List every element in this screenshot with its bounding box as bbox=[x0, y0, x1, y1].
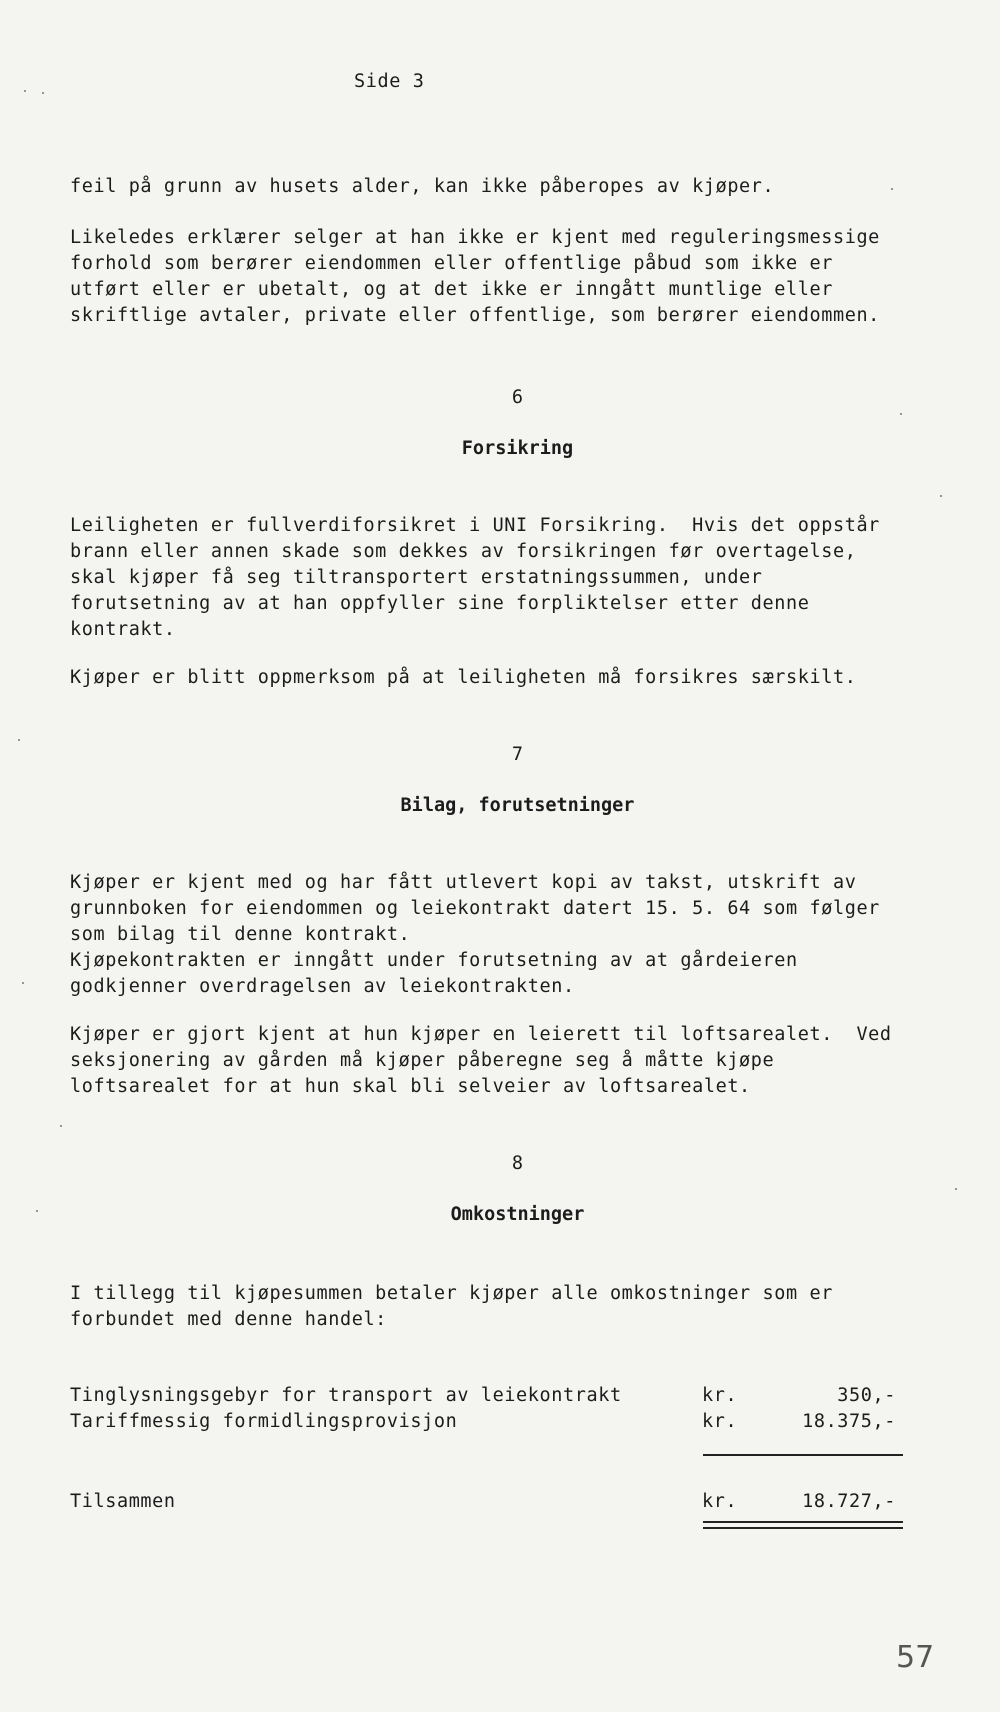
scan-speck bbox=[900, 413, 902, 415]
section-6-line: skal kjøper få seg tiltransportert erstatningssummen, under bbox=[70, 567, 763, 588]
section-6-paragraph-1 bbox=[70, 513, 950, 643]
section-6-line: Leiligheten er fullverdiforsikret i UNI Forsikring. Hvis det oppstår bbox=[70, 515, 880, 536]
total-currency: kr. bbox=[702, 1491, 738, 1512]
section-6-line: brann eller annen skade som dekkes av forsikringen før overtagelse, bbox=[70, 541, 857, 562]
section-8-line: I tillegg til kjøpesummen betaler kjøper alle omkostninger som er bbox=[70, 1283, 833, 1304]
cost-item-currency: kr. bbox=[702, 1411, 738, 1432]
section-7-line: godkjenner overdragelsen av leiekontrakten. bbox=[70, 976, 575, 997]
section-7-line: seksjonering av gården må kjøper påberegne seg å måtte kjøpe bbox=[70, 1050, 775, 1071]
subtotal-rule bbox=[703, 1454, 903, 1456]
section-6-paragraph-2 bbox=[70, 665, 950, 691]
scan-speck bbox=[36, 1210, 38, 1212]
scan-speck bbox=[955, 1188, 957, 1190]
declaration-line: skriftlige avtaler, private eller offentlige, som berører eiendommen. bbox=[70, 305, 880, 326]
declaration-line: Likeledes erklærer selger at han ikke er kjent med reguleringsmessige bbox=[70, 227, 880, 248]
section-7-line: grunnboken for eiendommen og leiekontrakt datert 15. 5. 64 som følger bbox=[70, 898, 880, 919]
section-6-number: 6 bbox=[511, 387, 524, 408]
section-6-line: kontrakt. bbox=[70, 619, 176, 640]
cost-item-currency: kr. bbox=[702, 1385, 738, 1406]
scan-speck bbox=[891, 188, 893, 190]
section-7-line: loftsarealet for at hun skal bli selveier av loftsarealet. bbox=[70, 1076, 751, 1097]
total-amount: 18.727,- bbox=[802, 1491, 896, 1512]
section-7-paragraph-2 bbox=[70, 1022, 950, 1100]
intro-line: feil på grunn av husets alder, kan ikke påberopes av kjøper. bbox=[70, 176, 775, 197]
cost-item-amount: 18.375,- bbox=[802, 1411, 896, 1432]
cost-item-amount: 350,- bbox=[837, 1385, 896, 1406]
handwritten-page-number: 57 bbox=[896, 1640, 935, 1675]
section-7-line: Kjøper er gjort kjent at hun kjøper en leierett til loftsarealet. Ved bbox=[70, 1024, 892, 1045]
section-7-title: Bilag, forutsetninger bbox=[400, 795, 635, 816]
section-7-line: Kjøper er kjent med og har fått utlevert kopi av takst, utskrift av bbox=[70, 872, 857, 893]
section-6-line: forutsetning av at han oppfyller sine forpliktelser etter denne bbox=[70, 593, 810, 614]
total-label: Tilsammen bbox=[70, 1491, 176, 1512]
section-8-line: forbundet med denne handel: bbox=[70, 1309, 387, 1330]
section-6-title: Forsikring bbox=[461, 438, 574, 459]
declaration-paragraph bbox=[70, 225, 950, 329]
declaration-line: forhold som berører eiendommen eller offentlige påbud som ikke er bbox=[70, 253, 833, 274]
section-8-title: Omkostninger bbox=[450, 1204, 585, 1225]
cost-item-description: Tinglysningsgebyr for transport av leiekontrakt bbox=[70, 1385, 622, 1406]
cost-item-description: Tariffmessig formidlingsprovisjon bbox=[70, 1411, 458, 1432]
section-7-number: 7 bbox=[511, 744, 524, 765]
scan-speck bbox=[24, 90, 26, 92]
section-7-line: som bilag til denne kontrakt. bbox=[70, 924, 411, 945]
declaration-line: utført eller er ubetalt, og at det ikke er inngått muntlige eller bbox=[70, 279, 833, 300]
scan-speck bbox=[22, 982, 24, 984]
page-label: Side 3 bbox=[354, 71, 425, 92]
scan-speck bbox=[18, 739, 20, 741]
scan-speck bbox=[60, 1125, 62, 1127]
section-7-line: Kjøpekontrakten er inngått under forutsetning av at gårdeieren bbox=[70, 950, 798, 971]
section-6-line: Kjøper er blitt oppmerksom på at leiligheten må forsikres særskilt. bbox=[70, 667, 857, 688]
section-8-paragraph-1 bbox=[70, 1281, 950, 1333]
section-8-number: 8 bbox=[511, 1153, 524, 1174]
scan-speck bbox=[42, 92, 44, 94]
total-double-rule bbox=[703, 1521, 903, 1529]
intro-paragraph bbox=[70, 174, 950, 200]
section-7-paragraph-1 bbox=[70, 870, 950, 1000]
scan-speck bbox=[940, 495, 942, 497]
